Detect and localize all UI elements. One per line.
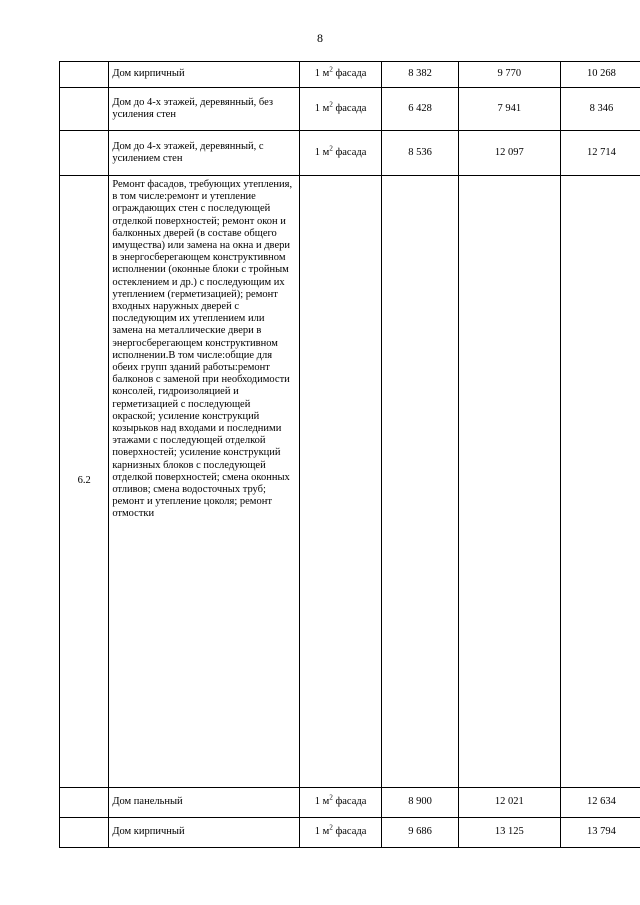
value-cell-2: 7 941 xyxy=(458,88,560,131)
unit-cell xyxy=(299,88,381,131)
unit-superscript: 2 xyxy=(329,144,333,153)
value-cell-2 xyxy=(458,176,560,788)
value-cell-1 xyxy=(382,176,459,788)
unit-suffix: фасада xyxy=(332,146,367,158)
unit-prefix: 1 м xyxy=(314,68,330,80)
value-cell-3 xyxy=(560,176,640,788)
unit-cell xyxy=(299,131,381,176)
value-cell-3: 12 714 xyxy=(560,131,640,176)
value-cell-3: 10 268 xyxy=(560,62,640,88)
table-row xyxy=(60,788,640,818)
row-number-cell xyxy=(60,788,109,818)
rates-table xyxy=(59,61,640,848)
unit-prefix: 1 м xyxy=(314,826,330,838)
unit-prefix: 1 м xyxy=(314,796,330,808)
value-cell-2: 12 021 xyxy=(458,788,560,818)
work-name-cell: Дом до 4-х этажей, деревянный, без усиления стен xyxy=(109,88,300,131)
table-row xyxy=(60,818,640,848)
unit-cell xyxy=(299,62,381,88)
work-name-cell: Ремонт фасадов, требующих утепления, в том числе:ремонт и утепление ограждающих стен с последующей отделкой поверхностей; ремонт окон и балконных дверей (в составе общего имущества) или замена на окна и двери в энергосберегающем конструктивном исполнении (оконные блоки с тройным остеклением и др.) с последующим их утеплением (герметизацией); ремонт входных наружных дверей с последующим их утеплением или замена на металлические двери в энергосберегающем конструктивном исполнении.В том числе:общие для обеих групп зданий работы:ремонт балконов с заменой при необходимости консолей, гидроизоляцией и герметизацией с последующей окраской; усиление конструкций козырьков над входами и последними этажами с последующей отделкой поверхностей; усиление конструкций карнизных блоков с последующей отделкой поверхностей; смена оконных отливов; смена водосточных труб; ремонт и утепление цоколя; ремонт отмостки xyxy=(109,176,300,788)
value-cell-2: 13 125 xyxy=(458,818,560,848)
unit-superscript: 2 xyxy=(329,823,333,832)
value-cell-1: 8 382 xyxy=(382,62,459,88)
work-name-cell: Дом кирпичный xyxy=(109,818,300,848)
unit-suffix: фасада xyxy=(332,102,367,114)
value-cell-1: 6 428 xyxy=(382,88,459,131)
table-row xyxy=(60,176,640,788)
unit-prefix: 1 м xyxy=(314,146,330,158)
row-number-cell xyxy=(60,131,109,176)
unit-cell xyxy=(299,788,381,818)
unit-superscript: 2 xyxy=(329,65,333,74)
value-cell-2: 12 097 xyxy=(458,131,560,176)
value-cell-1: 9 686 xyxy=(382,818,459,848)
unit-superscript: 2 xyxy=(329,793,333,802)
row-number-cell xyxy=(60,818,109,848)
table-row xyxy=(60,62,640,88)
page-number: 8 xyxy=(317,31,323,45)
table-row xyxy=(60,131,640,176)
unit-superscript: 2 xyxy=(329,100,333,109)
value-cell-3: 13 794 xyxy=(560,818,640,848)
value-cell-3: 12 634 xyxy=(560,788,640,818)
unit-suffix: фасада xyxy=(332,796,367,808)
unit-cell xyxy=(299,818,381,848)
row-number-cell xyxy=(60,88,109,131)
row-number-cell xyxy=(60,62,109,88)
unit-suffix: фасада xyxy=(332,826,367,838)
value-cell-2: 9 770 xyxy=(458,62,560,88)
value-cell-3: 8 346 xyxy=(560,88,640,131)
work-name-cell: Дом кирпичный xyxy=(109,62,300,88)
table-row xyxy=(60,88,640,131)
unit-cell xyxy=(299,176,381,788)
unit-suffix: фасада xyxy=(332,68,367,80)
work-name-cell: Дом до 4-х этажей, деревянный, с усилением стен xyxy=(109,131,300,176)
row-number-cell: 6.2 xyxy=(60,176,109,788)
work-name-cell: Дом панельный xyxy=(109,788,300,818)
value-cell-1: 8 536 xyxy=(382,131,459,176)
unit-prefix: 1 м xyxy=(314,102,330,114)
value-cell-1: 8 900 xyxy=(382,788,459,818)
